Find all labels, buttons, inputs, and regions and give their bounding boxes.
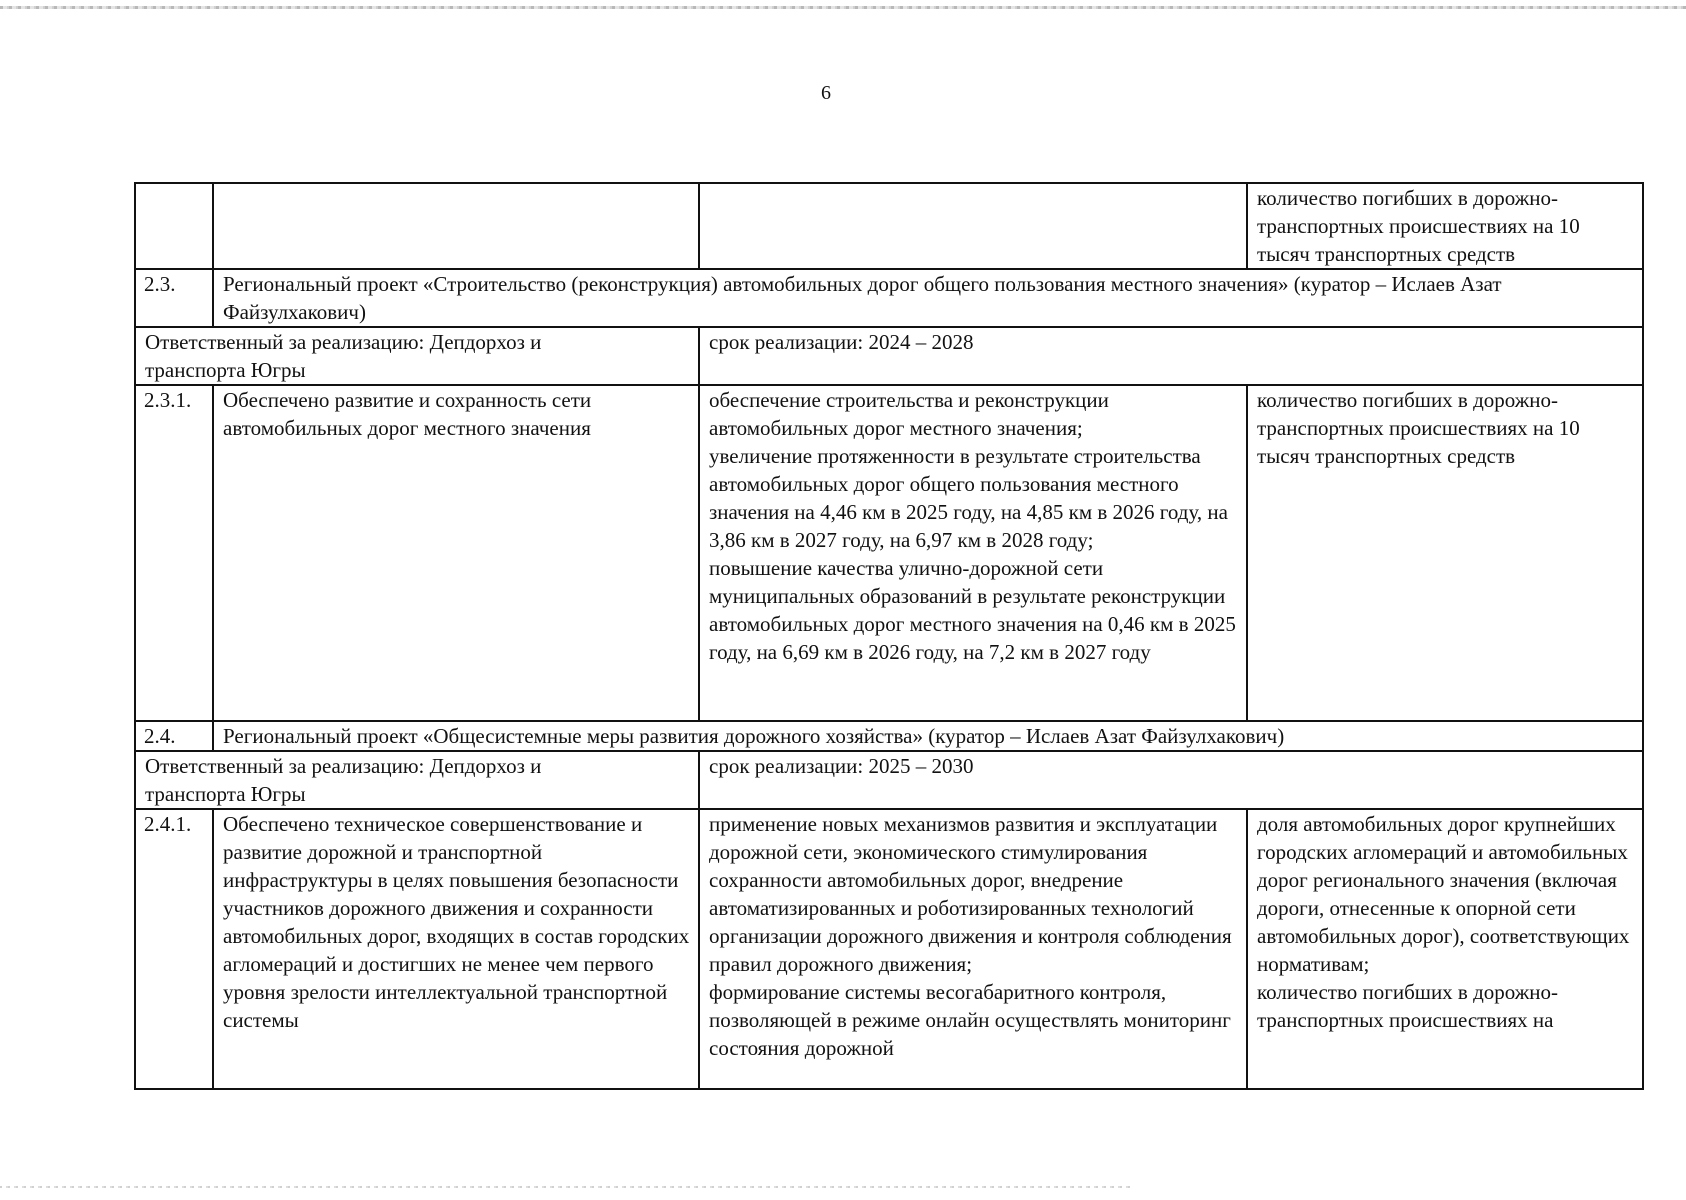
- period-text: срок реализации: 2025 – 2030: [709, 754, 974, 778]
- task-indicator: [1247, 809, 1643, 1089]
- scan-edge-bottom: [0, 1186, 1130, 1188]
- task-name-text: Обеспечено техническое совершенствование и развитие дорожной и транспортной инфраструктуры в целях повышения безопасности участников дорожного движения и сохранности автомобильных дорог, входящих в состав городских агломераций и достигших не менее чем первого уровня зрелости интеллектуальной транспортной системы: [223, 812, 690, 1032]
- period-text: срок реализации: 2024 – 2028: [709, 330, 974, 354]
- project-row-2-4: [135, 721, 1643, 751]
- task-effects: [699, 809, 1247, 1089]
- project-number: 2.3.: [135, 269, 213, 327]
- cell-effects: [699, 183, 1247, 269]
- responsible-row-2-4: [135, 751, 1643, 809]
- task-effects-text: применение новых механизмов развития и эксплуатации дорожной сети, экономического стимулирования сохранности автомобильных дорог, внедрение автоматизированных и роботизированных технологий организации дорожного движения и контроля соблюдения правил дорожного движения; формирование системы весогабаритного контроля, позволяющей в режиме онлайн осуществлять мониторинг состояния дорожной: [709, 812, 1232, 1060]
- page-number: 6: [821, 82, 831, 104]
- project-number: 2.4.: [135, 721, 213, 751]
- indicator-text: количество погибших в дорожно-транспортных происшествиях на 10 тысяч транспортных средств: [1257, 186, 1580, 266]
- task-effects: [699, 385, 1247, 721]
- project-title: [213, 269, 1643, 327]
- project-title: [213, 721, 1643, 751]
- responsible-text: Ответственный за реализацию: Депдорхоз и транспорта Югры: [145, 330, 542, 382]
- task-number: 2.3.1.: [135, 385, 213, 721]
- responsible-row-2-3: [135, 327, 1643, 385]
- task-row-2-4-1: [135, 809, 1643, 1089]
- project-table: [134, 182, 1644, 1090]
- task-row-2-3-1: [135, 385, 1643, 721]
- period-cell: [699, 327, 1643, 385]
- cell-task-name: [213, 183, 699, 269]
- task-indicator: [1247, 385, 1643, 721]
- cell-indicator: [1247, 183, 1643, 269]
- task-name: [213, 385, 699, 721]
- project-row-2-3: [135, 269, 1643, 327]
- task-indicator-text: количество погибших в дорожно-транспортных происшествиях на 10 тысяч транспортных средств: [1257, 388, 1580, 468]
- task-indicator-text: доля автомобильных дорог крупнейших городских агломераций и автомобильных дорог регионального значения (включая дороги, отнесенные к опорной сети автомобильных дорог), соответствующих нормативам; количество погибших в дорожно-транспортных происшествиях на: [1257, 812, 1630, 1032]
- scan-edge-top: [0, 6, 1686, 9]
- responsible-cell: [135, 327, 699, 385]
- table-row-continued: [135, 183, 1643, 269]
- task-effects-text: обеспечение строительства и реконструкции автомобильных дорог местного значения; увеличение протяженности в результате строительства автомобильных дорог общего пользования местного значения на 4,46 км в 2025 году, на 4,85 км в 2026 году, на 3,86 км в 2027 году, на 6,97 км в 2028 году; повышение качества улично-дорожной сети муниципальных образований в результате реконструкции автомобильных дорог местного значения на 0,46 км в 2025 году, на 6,69 км в 2026 году, на 7,2 км в 2027 году: [709, 388, 1236, 664]
- task-name-text: Обеспечено развитие и сохранность сети автомобильных дорог местного значения: [223, 388, 592, 440]
- task-number: 2.4.1.: [135, 809, 213, 1089]
- cell-number: [135, 183, 213, 269]
- task-name: [213, 809, 699, 1089]
- responsible-cell: [135, 751, 699, 809]
- project-title-text: Региональный проект «Общесистемные меры развития дорожного хозяйства» (куратор – Ислаев Азат Файзулхакович): [223, 724, 1285, 748]
- period-cell: [699, 751, 1643, 809]
- project-title-text: Региональный проект «Строительство (реконструкция) автомобильных дорог общего пользования местного значения» (куратор – Ислаев Азат Файзулхакович): [223, 272, 1502, 324]
- responsible-text: Ответственный за реализацию: Депдорхоз и транспорта Югры: [145, 754, 542, 806]
